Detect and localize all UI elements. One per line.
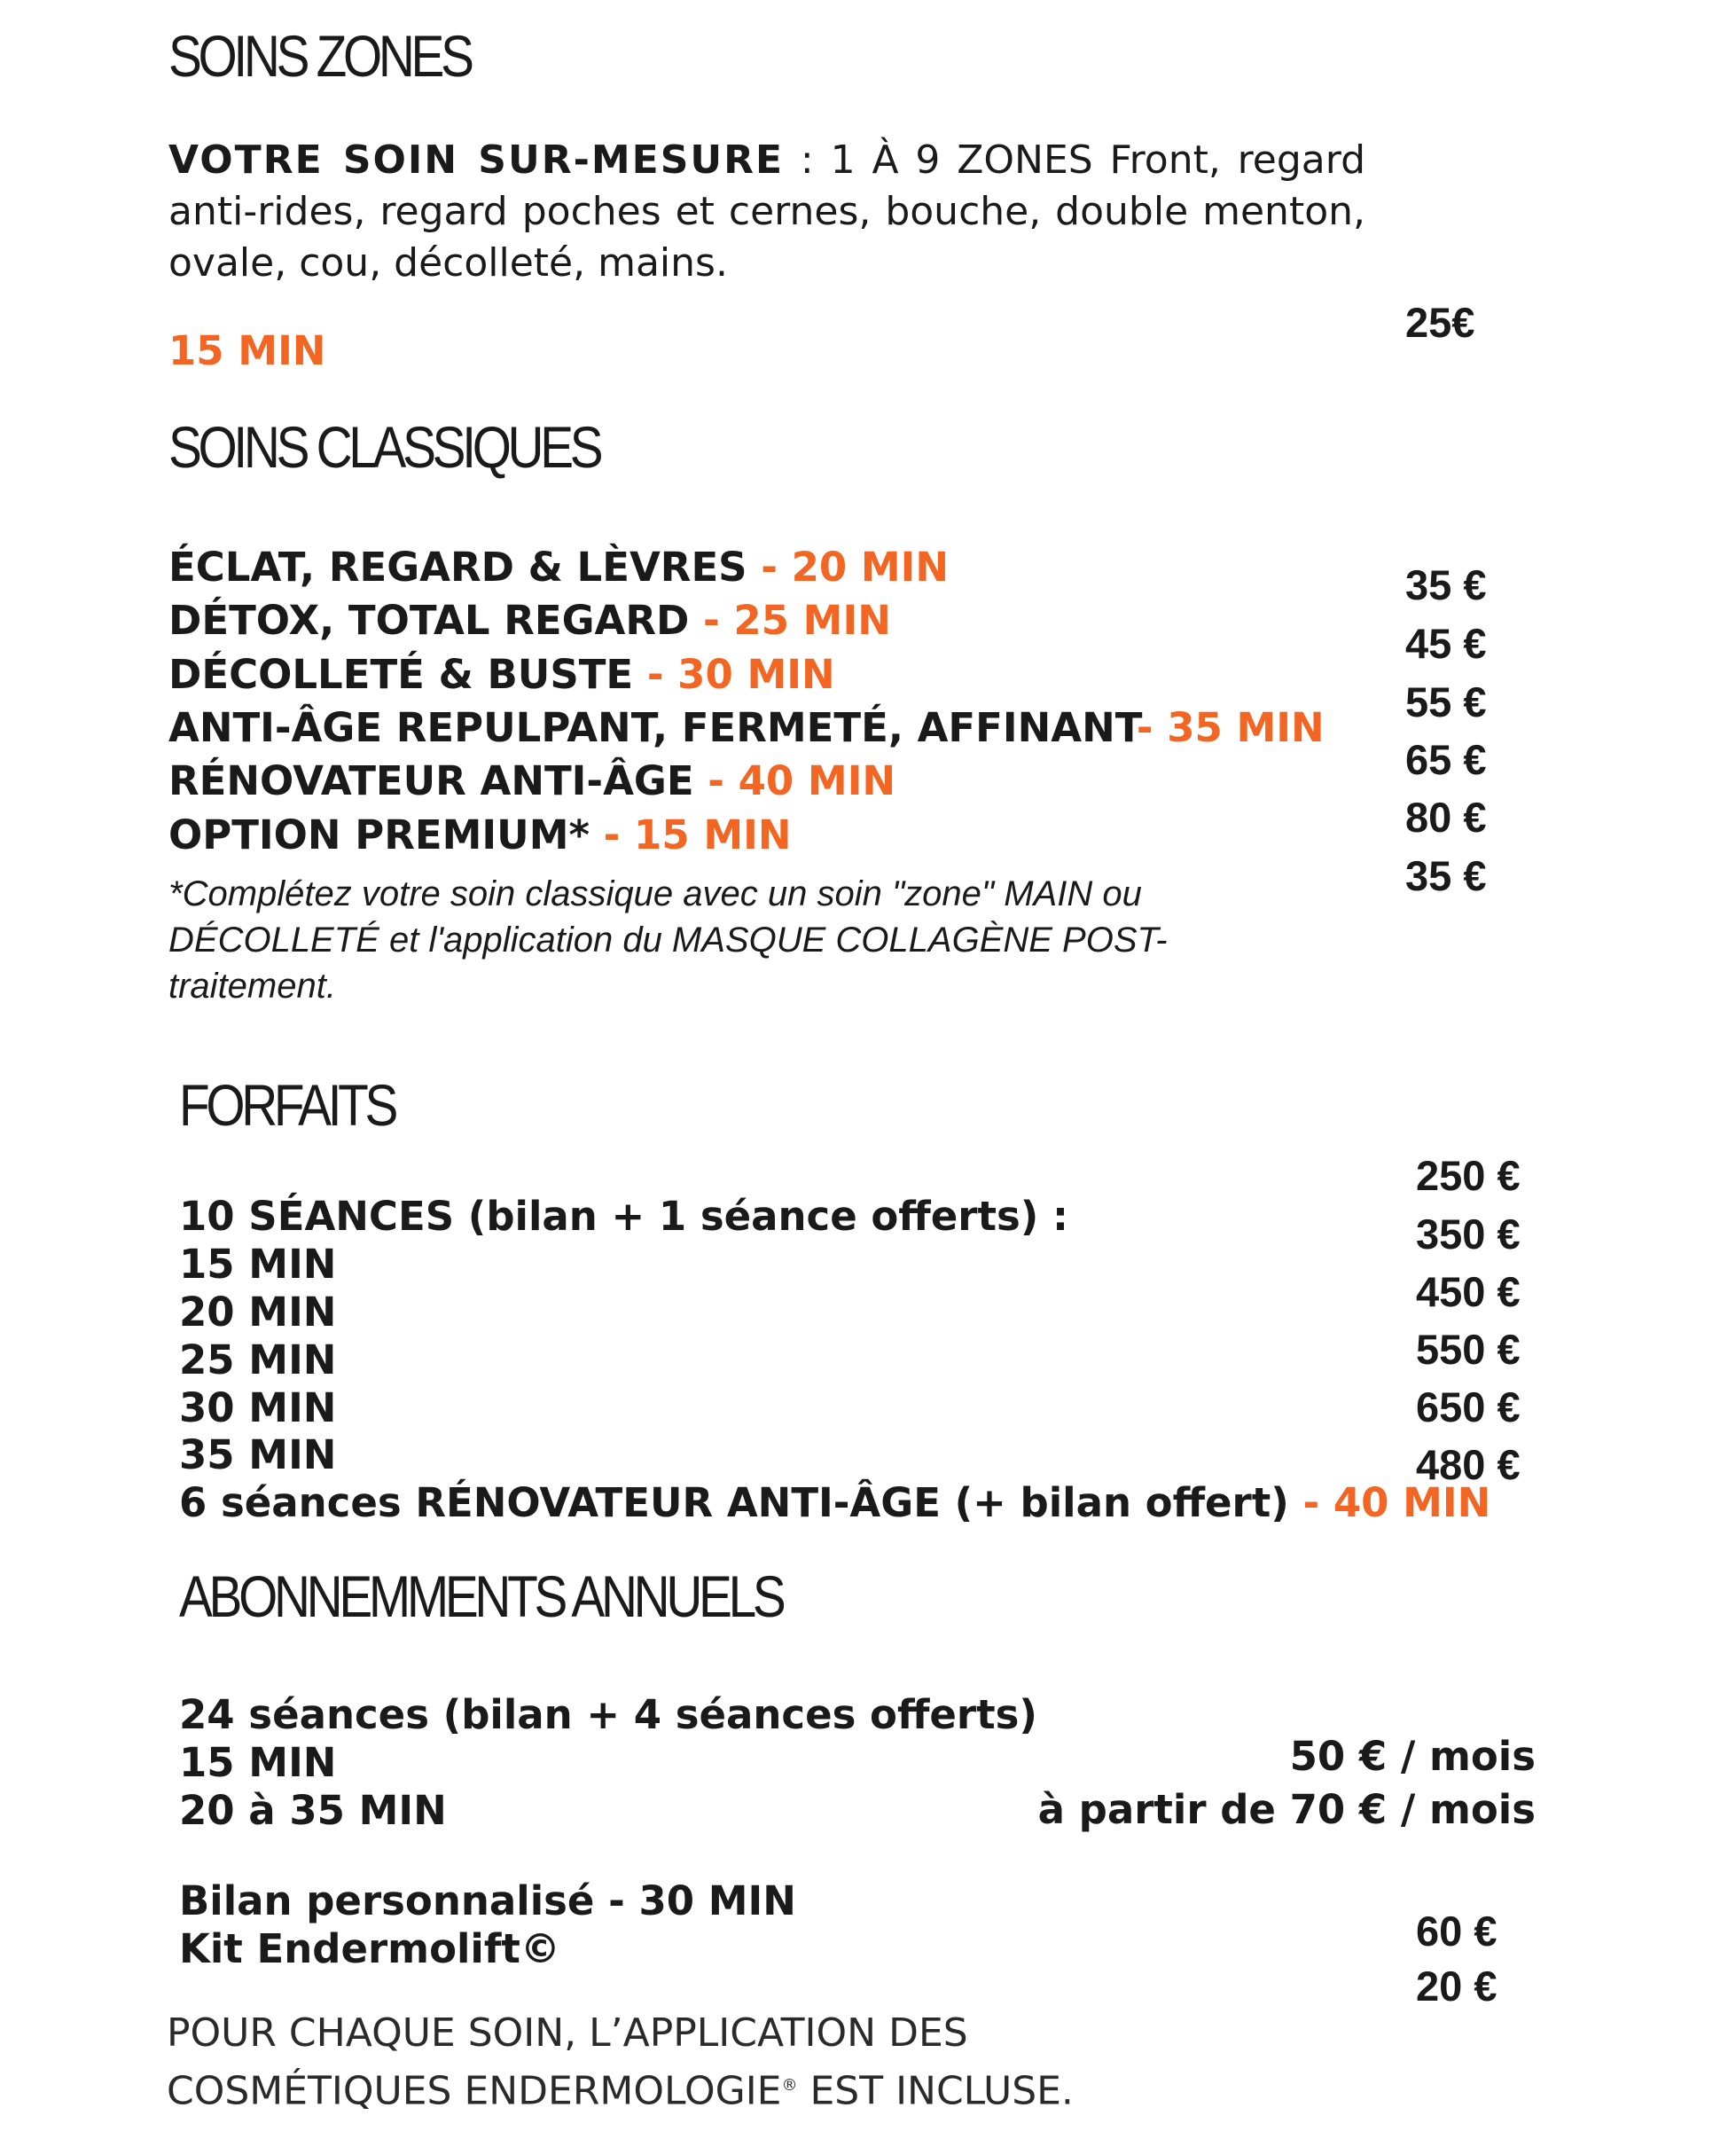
classique-item-duration: - 20 MIN [747,544,950,591]
forfait-price: 650 € [1416,1383,1521,1430]
forfait-line: 25 MIN [179,1336,337,1383]
section-title-classiques: SOINS CLASSIQUES [168,414,600,480]
classiques-note: *Complétez votre soin classique avec un soin "zone" MAIN ou DÉCOLLETÉ et l'application du MASQUE COLLAGÈNE POST-traitement. [168,874,1168,1006]
abonnement-line: 15 MIN [179,1739,337,1786]
classique-price: 65 € [1405,736,1487,783]
section-title-zones: SOINS ZONES [168,23,471,89]
extra-bilan: Bilan personnalisé - 30 MIN [179,1877,796,1924]
extra-kit: Kit Endermolift© [179,1925,560,1972]
zones-intro-label: VOTRE SOIN SUR-MESURE [168,137,785,183]
classique-item [168,756,895,806]
classique-item [168,703,1325,753]
classique-item [168,596,891,646]
classique-price: 45 € [1405,620,1487,667]
forfait-price: 480 € [1416,1441,1521,1488]
classique-item-name: DÉCOLLETÉ & BUSTE [168,651,634,698]
classique-item-name: ANTI-ÂGE REPULPANT, FERMETÉ, AFFINANT [168,704,1137,751]
classique-item [168,650,835,700]
forfait-renovateur [179,1478,1490,1528]
classique-item-name: RÉNOVATEUR ANTI-ÂGE [168,757,694,804]
zones-description [168,135,1365,289]
abonnement-intro: 24 séances (bilan + 4 séances offerts) [179,1691,1037,1738]
abonnement-price: à partir de 70 € / mois [1037,1786,1536,1833]
classique-item [168,543,949,592]
forfait-line: 20 MIN [179,1289,337,1336]
footer-brand: COSMÉTIQUES ENDERMOLOGIE [167,2068,782,2114]
footer-end: EST INCLUSE. [797,2068,1074,2114]
zones-price: 25€ [1405,299,1475,346]
classique-item-name: ÉCLAT, REGARD & LÈVRES [168,544,747,591]
abonnement-line: 20 à 35 MIN [179,1787,447,1834]
classique-item-name: OPTION PREMIUM* [168,811,590,858]
registered-mark: ® [781,2076,798,2095]
classique-price: 80 € [1405,794,1487,841]
zones-intro-sep: : [784,137,831,183]
classique-price: 55 € [1405,678,1487,725]
classique-price: 35 € [1405,561,1487,608]
forfait-renovateur-label: 6 séances RÉNOVATEUR ANTI-ÂGE (+ bilan offert) [179,1479,1289,1526]
forfait-price: 250 € [1416,1152,1521,1199]
forfait-line: 35 MIN [179,1431,337,1478]
classique-item [168,811,792,860]
zones-intro-text: 1 À 9 ZONES Front, regard anti-rides, regard poches et cernes, bouche, double menton, ovale, cou, décolleté, mains. [168,137,1366,286]
classique-item-duration: - 15 MIN [590,811,792,858]
zones-duration: 15 MIN [168,327,326,374]
forfait-price: 450 € [1416,1268,1521,1315]
footer-line-2 [167,2059,1319,2119]
classique-item-duration: - 40 MIN [693,757,896,804]
forfait-line: 30 MIN [179,1384,337,1431]
forfait-price: 350 € [1416,1211,1521,1258]
classique-item-duration: - 30 MIN [633,651,835,698]
footer-line-1: POUR CHAQUE SOIN, L’APPLICATION DES [167,2010,968,2056]
forfait-line: 15 MIN [179,1241,337,1288]
classique-item-duration: - 25 MIN [689,597,891,644]
classique-item-name: DÉTOX, TOTAL REGARD [168,597,690,644]
extra-price: 60 € [1416,1908,1497,1955]
abonnement-price: 50 € / mois [1289,1733,1536,1780]
forfait-price: 550 € [1416,1326,1521,1373]
classique-price: 35 € [1405,852,1487,899]
extra-price: 20 € [1416,1963,1497,2010]
section-title-abonnements: ABONNEMMENTS ANNUELS [179,1563,783,1629]
section-title-forfaits: FORFAITS [179,1072,395,1138]
forfait-renovateur-duration: - 40 MIN [1288,1479,1491,1526]
forfait-intro: 10 SÉANCES (bilan + 1 séance offerts) : [179,1193,1068,1240]
classique-item-duration: - 35 MIN [1136,704,1325,751]
